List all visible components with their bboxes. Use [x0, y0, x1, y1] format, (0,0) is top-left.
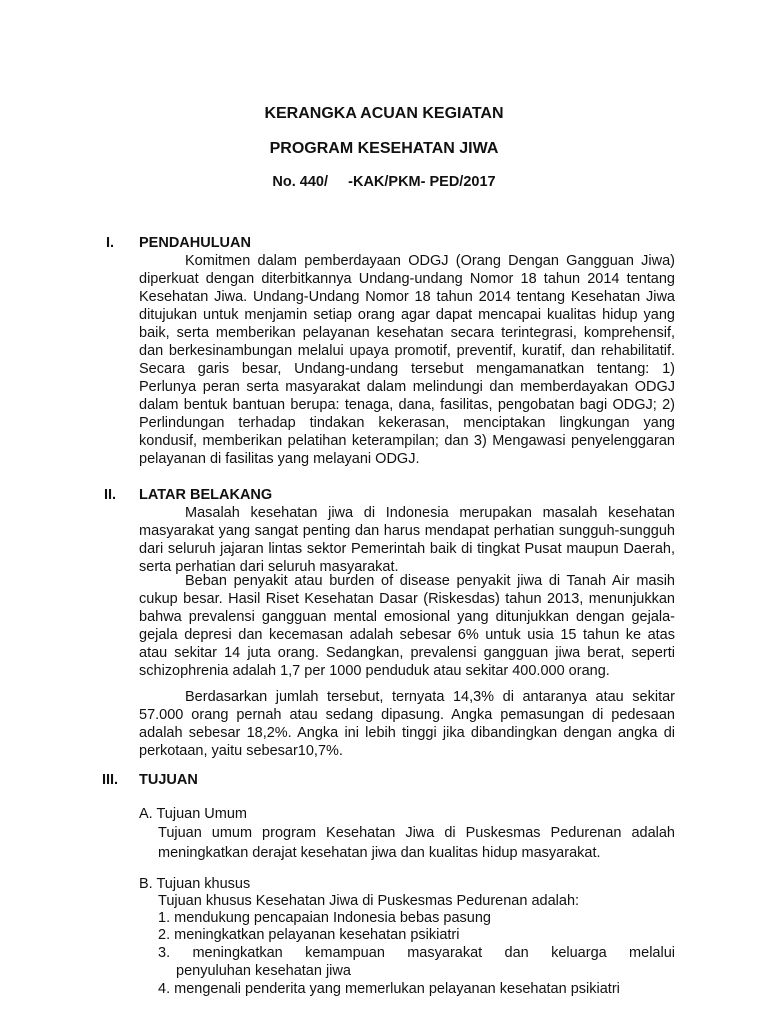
section-1-number: I.: [105, 235, 115, 251]
section-2-paragraph-1: Masalah kesehatan jiwa di Indonesia merupakan masalah kesehatan masyarakat yang sangat penting dan harus mendapat perhatian sungguh-sungguh dari seluruh jajaran lintas sektor Pemerintah baik di tingkat Pusat maupun Daerah, serta perhatian dari seluruh masyarakat.: [139, 505, 675, 575]
doc-title: KERANGKA ACUAN KEGIATAN: [264, 105, 504, 122]
tujuan-khusus-intro: Tujuan khusus Kesehatan Jiwa di Puskesmas Pedurenan adalah:: [158, 893, 580, 909]
doc-number: No. 440/ -KAK/PKM- PED/2017: [272, 174, 496, 190]
section-3-number: III.: [101, 772, 119, 788]
section-2-heading: LATAR BELAKANG: [139, 487, 273, 503]
tujuan-khusus-heading: B. Tujuan khusus: [139, 876, 251, 892]
section-1-heading: PENDAHULUAN: [139, 235, 251, 251]
list-item: 3. meningkatkan kemampuan masyarakat dan keluarga melalui: [158, 945, 675, 961]
section-2-paragraph-2: Beban penyakit atau burden of disease penyakit jiwa di Tanah Air masih cukup besar. Hasil Riset Kesehatan Dasar (Riskesdas) tahun 2013, menunjukkan bahwa prevalensi gangguan mental emosional yang ditunjukkan dengan gejala-gejala depresi dan kecemasan adalah sebesar 6% untuk usia 15 tahun ke atas atau sekitar 14 juta orang. Sedangkan, prevalensi gangguan jiwa berat, seperti schizophrenia adalah 1,7 per 1000 penduduk atau sekitar 400.000 orang.: [139, 573, 675, 679]
section-2-paragraph-3: Berdasarkan jumlah tersebut, ternyata 14,3% di antaranya atau sekitar 57.000 orang pernah atau sedang dipasung. Angka pemasungan di pedesaan adalah sebesar 18,2%. Angka ini lebih tinggi jika dibandingkan dengan angka di perkotaan, yaitu sebesar10,7%.: [139, 689, 675, 759]
list-item: 1. mendukung pencapaian Indonesia bebas pasung: [158, 910, 491, 926]
section-2-number: II.: [103, 487, 117, 503]
list-item: 2. meningkatkan pelayanan kesehatan psikiatri: [158, 927, 460, 943]
tujuan-umum-heading: A. Tujuan Umum: [139, 806, 247, 822]
doc-subtitle: PROGRAM KESEHATAN JIWA: [269, 140, 499, 157]
tujuan-umum-text: Tujuan umum program Kesehatan Jiwa di Puskesmas Pedurenan adalah meningkatkan derajat kesehatan jiwa dan kualitas hidup masyarakat.: [158, 825, 675, 861]
list-item: 4. mengenali penderita yang memerlukan pelayanan kesehatan psikiatri: [158, 981, 620, 997]
section-3-heading: TUJUAN: [139, 772, 198, 788]
section-1-paragraph: Komitmen dalam pemberdayaan ODGJ (Orang Dengan Gangguan Jiwa) diperkuat dengan diterbitkannya Undang-undang Nomor 18 tahun 2014 tentang Kesehatan Jiwa. Undang-Undang Nomor 18 tahun 2014 tentang Kesehatan Jiwa ditujukan untuk menjamin setiap orang agar dapat mencapai kualitas hidup yang baik, serta memberikan pelayanan kesehatan secara terintegrasi, komprehensif, dan berkesinambungan melalui upaya promotif, preventif, kuratif, dan rehabilitatif. Secara garis besar, Undang-undang tersebut mengamanatkan tentang: 1) Perlunya peran serta masyarakat dalam melindungi dan memberdayakan ODGJ dalam bentuk bantuan berupa: tenaga, dana, fasilitas, pengobatan bagi ODGJ; 2) Perlindungan terhadap tindakan kekerasan, menciptakan lingkungan yang kondusif, memberikan pelatihan keterampilan; dan 3) Mengawasi penyelenggaran pelayanan di fasilitas yang melayani ODGJ.: [139, 253, 675, 467]
list-item-continuation: penyuluhan kesehatan jiwa: [176, 963, 351, 979]
